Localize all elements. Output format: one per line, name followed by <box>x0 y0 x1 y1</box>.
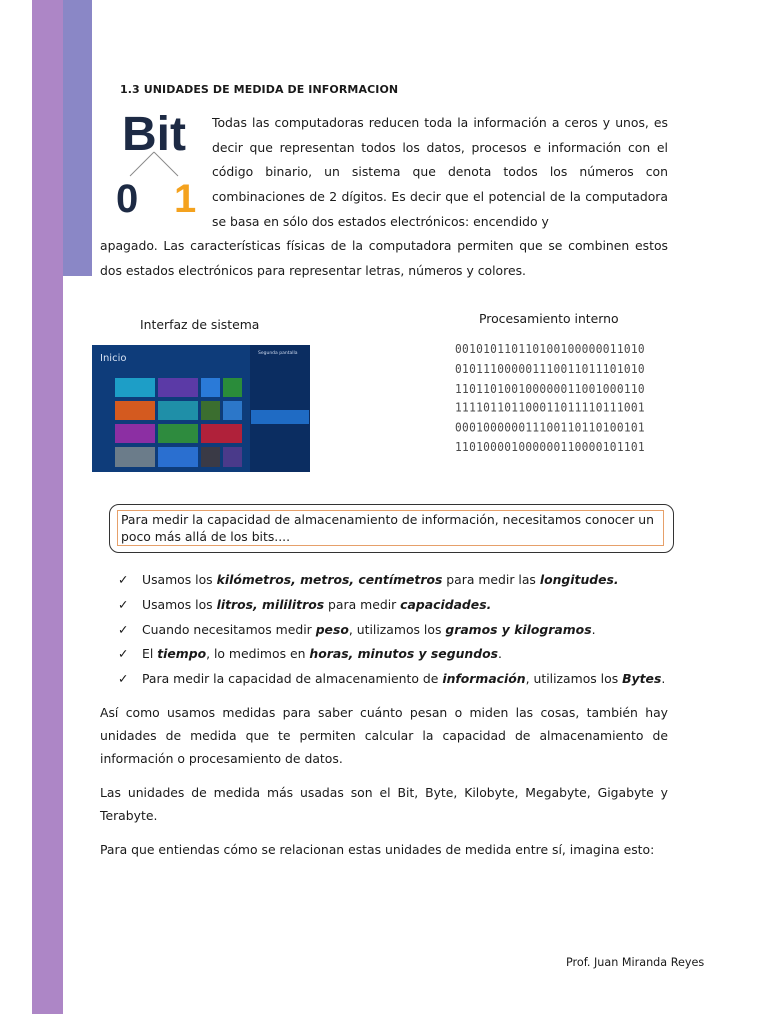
tile-finance <box>158 424 198 443</box>
list-item: ✓ Para medir la capacidad de almacenamiento de información, utilizamos los Bytes. <box>118 669 665 694</box>
tile-messaging <box>115 424 155 443</box>
panel-row-4 <box>251 434 309 448</box>
side-band-purple <box>32 0 63 1014</box>
bit-logo <box>108 106 202 214</box>
list-item: ✓ Cuando necesitamos medir peso, utilizamos los gramos y kilogramos. <box>118 620 665 645</box>
check-icon: ✓ <box>118 646 129 662</box>
panel-row-2 <box>251 389 309 403</box>
binary-code-block <box>455 340 645 457</box>
processing-caption: Procesamiento interno <box>479 311 619 326</box>
tile-sun <box>158 447 198 467</box>
author-footer: Prof. Juan Miranda Reyes <box>566 956 705 969</box>
check-icon: ✓ <box>118 671 129 687</box>
list-item: ✓ El tiempo, lo medimos en horas, minutos y segundos. <box>118 644 665 669</box>
tile-mail <box>115 378 155 397</box>
intro-paragraph-continued: apagado. Las características físicas de la computadora permiten que se combinen estos dos estados electrónicos para representar letras, números y colores. <box>100 238 668 278</box>
binary-line: 000100000011100110110100101 <box>455 420 645 435</box>
intro-paragraph: Todas las computadoras reducen toda la información a ceros y unos, es decir que representan todos los datos, procesos e información con el código binario, un sistema que denota todos los números con combinaciones de 2 dígitos. Es decir que el potencial de la computadora se basa en sólo dos estados electrónicos: encendido y <box>212 115 668 229</box>
list-item: ✓ Usamos los litros, mililitros para medir capacidades. <box>118 595 665 620</box>
imagine-paragraph: Para que entiendas cómo se relacionan estas unidades de medida entre sí, imagina esto: <box>100 842 655 857</box>
tile-video <box>201 424 242 443</box>
check-icon: ✓ <box>118 596 129 612</box>
units-bullet-list <box>118 570 665 694</box>
callout-text: Para medir la capacidad de almacenamiento de información, necesitamos conocer un poco más allá de los bits.... <box>121 512 654 544</box>
measures-paragraph: Así como usamos medidas para saber cuánto pesan o miden las cosas, también hay unidades de medida que te permiten calcular la capacidad de almacenamiento de información o procesamiento de datos. <box>100 705 668 767</box>
check-icon: ✓ <box>118 621 129 637</box>
tile-maps <box>223 447 242 467</box>
panel-row-1 <box>251 371 309 385</box>
interface-caption: Interfaz de sistema <box>140 317 260 332</box>
bit-logo-one: 1 <box>174 177 197 214</box>
check-icon: ✓ <box>118 572 129 587</box>
tile-weather <box>223 401 242 420</box>
binary-line: 110110100100000011001000110 <box>455 381 645 396</box>
units-list-paragraph: Las unidades de medida más usadas son el Bit, Byte, Kilobyte, Megabyte, Gigabyte y Terabyte. <box>100 785 668 824</box>
binary-line: 111101101100011011110111001 <box>455 400 645 416</box>
tile-news <box>201 447 220 467</box>
tile-store <box>223 378 242 397</box>
tile-ie <box>201 378 220 397</box>
bit-logo-word: Bit <box>122 108 186 161</box>
binary-line: 001010110110100100000011010 <box>455 342 645 357</box>
binary-line: 110100001000000110000101101 <box>455 440 645 455</box>
tile-desktop <box>115 447 155 467</box>
tile-people <box>115 401 155 420</box>
binary-line: 010111000001110011011101010 <box>455 361 645 377</box>
second-screen-title: Segunda pantalla <box>258 351 298 356</box>
list-item: ✓ Usamos los kilómetros, metros, centímetros para medir las longitudes. <box>118 570 665 595</box>
section-title: 1.3 UNIDADES DE MEDIDA DE INFORMACION <box>120 83 399 96</box>
second-screen-panel <box>250 345 310 472</box>
tile-photos <box>158 401 198 420</box>
tile-calendar <box>158 378 198 397</box>
panel-row-active <box>251 410 309 424</box>
tile-games <box>201 401 220 420</box>
bit-logo-zero: 0 <box>116 177 139 214</box>
windows-start-label: Inicio <box>100 353 127 364</box>
side-band-diagonal <box>63 200 92 276</box>
